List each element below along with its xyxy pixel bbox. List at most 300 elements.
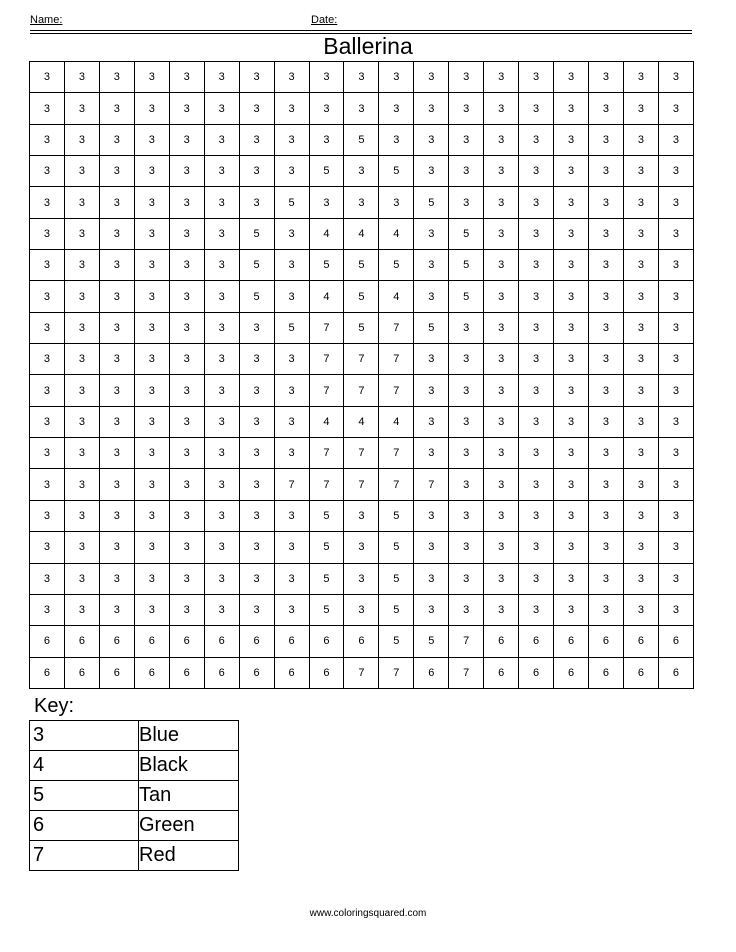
grid-cell: 3 — [134, 344, 169, 375]
grid-cell: 3 — [484, 406, 519, 437]
grid-cell: 5 — [309, 500, 344, 531]
key-number: 4 — [30, 751, 139, 781]
grid-cell: 3 — [30, 344, 65, 375]
date-label: Date: — [311, 14, 338, 26]
grid-cell: 3 — [379, 124, 414, 155]
grid-cell: 6 — [344, 626, 379, 657]
grid-row — [30, 500, 694, 531]
grid-cell: 3 — [623, 62, 658, 93]
grid-cell: 3 — [134, 93, 169, 124]
grid-cell: 3 — [554, 187, 589, 218]
grid-cell: 7 — [309, 312, 344, 343]
grid-cell: 3 — [64, 406, 99, 437]
grid-cell: 3 — [519, 469, 554, 500]
grid-cell: 3 — [64, 156, 99, 187]
grid-cell: 3 — [589, 187, 624, 218]
grid-cell: 3 — [414, 156, 449, 187]
grid-cell: 3 — [169, 312, 204, 343]
grid-cell: 3 — [484, 218, 519, 249]
grid-cell: 3 — [589, 438, 624, 469]
grid-cell: 3 — [134, 594, 169, 625]
grid-cell: 5 — [344, 281, 379, 312]
grid-cell: 7 — [309, 469, 344, 500]
grid-cell: 3 — [554, 500, 589, 531]
grid-cell: 6 — [519, 657, 554, 688]
grid-cell: 3 — [519, 532, 554, 563]
grid-cell: 5 — [239, 281, 274, 312]
grid-cell: 3 — [30, 187, 65, 218]
grid-cell: 3 — [449, 62, 484, 93]
grid-cell: 3 — [414, 218, 449, 249]
grid-cell: 3 — [589, 406, 624, 437]
name-label: Name: — [30, 14, 63, 26]
grid-cell: 3 — [30, 281, 65, 312]
grid-cell: 3 — [623, 250, 658, 281]
grid-cell: 4 — [379, 406, 414, 437]
grid-cell: 3 — [414, 438, 449, 469]
grid-cell: 3 — [64, 438, 99, 469]
grid-row — [30, 62, 694, 93]
grid-cell: 3 — [64, 124, 99, 155]
grid-cell: 4 — [309, 406, 344, 437]
grid-cell: 3 — [30, 218, 65, 249]
grid-cell: 3 — [99, 187, 134, 218]
grid-cell: 3 — [589, 93, 624, 124]
grid-cell: 3 — [169, 281, 204, 312]
grid-row — [30, 626, 694, 657]
grid-cell: 5 — [449, 218, 484, 249]
grid-cell: 3 — [134, 532, 169, 563]
grid-cell: 3 — [204, 406, 239, 437]
grid-cell: 3 — [309, 124, 344, 155]
grid-cell: 3 — [30, 594, 65, 625]
grid-cell: 3 — [204, 469, 239, 500]
grid-cell: 3 — [484, 594, 519, 625]
grid-cell: 3 — [239, 438, 274, 469]
grid-cell: 6 — [274, 626, 309, 657]
grid-cell: 3 — [658, 312, 693, 343]
grid-cell: 6 — [519, 626, 554, 657]
grid-cell: 3 — [134, 563, 169, 594]
grid-cell: 3 — [30, 156, 65, 187]
grid-cell: 3 — [519, 250, 554, 281]
grid-cell: 3 — [484, 124, 519, 155]
grid-cell: 3 — [414, 532, 449, 563]
grid-cell: 3 — [449, 93, 484, 124]
grid-cell: 3 — [484, 62, 519, 93]
grid-cell: 6 — [658, 626, 693, 657]
grid-cell: 3 — [169, 469, 204, 500]
grid-cell: 6 — [589, 657, 624, 688]
header-rule-top — [30, 30, 692, 31]
grid-cell: 6 — [309, 657, 344, 688]
grid-row — [30, 124, 694, 155]
grid-cell: 5 — [274, 312, 309, 343]
grid-cell: 3 — [344, 563, 379, 594]
grid-cell: 3 — [519, 406, 554, 437]
grid-cell: 3 — [519, 124, 554, 155]
grid-cell: 3 — [134, 250, 169, 281]
grid-row — [30, 375, 694, 406]
grid-cell: 3 — [309, 62, 344, 93]
grid-cell: 3 — [169, 344, 204, 375]
grid-cell: 3 — [64, 187, 99, 218]
grid-cell: 3 — [239, 312, 274, 343]
grid-cell: 3 — [169, 156, 204, 187]
grid-cell: 6 — [484, 657, 519, 688]
grid-row — [30, 594, 694, 625]
grid-cell: 3 — [449, 532, 484, 563]
grid-cell: 3 — [99, 312, 134, 343]
grid-cell: 6 — [30, 657, 65, 688]
grid-cell: 3 — [484, 250, 519, 281]
header — [30, 12, 692, 30]
grid-cell: 3 — [658, 594, 693, 625]
color-by-number-grid — [29, 61, 694, 689]
grid-cell: 3 — [344, 187, 379, 218]
grid-cell: 3 — [30, 532, 65, 563]
grid-cell: 3 — [134, 375, 169, 406]
key-row — [30, 751, 239, 781]
grid-cell: 3 — [449, 156, 484, 187]
grid-cell: 3 — [519, 563, 554, 594]
grid-cell: 3 — [99, 500, 134, 531]
grid-cell: 3 — [169, 218, 204, 249]
grid-cell: 3 — [274, 563, 309, 594]
grid-cell: 3 — [519, 156, 554, 187]
grid-cell: 5 — [379, 156, 414, 187]
grid-cell: 3 — [204, 594, 239, 625]
grid-row — [30, 250, 694, 281]
grid-cell: 7 — [449, 657, 484, 688]
grid-cell: 6 — [64, 657, 99, 688]
grid-cell: 7 — [414, 469, 449, 500]
grid-cell: 3 — [484, 312, 519, 343]
grid-cell: 3 — [658, 500, 693, 531]
grid-cell: 3 — [99, 250, 134, 281]
grid-cell: 3 — [414, 563, 449, 594]
grid-cell: 5 — [449, 281, 484, 312]
grid-cell: 3 — [623, 375, 658, 406]
grid-cell: 3 — [414, 375, 449, 406]
grid-cell: 3 — [484, 375, 519, 406]
grid-cell: 3 — [99, 406, 134, 437]
grid-cell: 3 — [99, 563, 134, 594]
grid-cell: 5 — [344, 312, 379, 343]
grid-cell: 3 — [274, 438, 309, 469]
grid-cell: 3 — [623, 500, 658, 531]
grid-cell: 3 — [623, 156, 658, 187]
grid-cell: 5 — [414, 626, 449, 657]
grid-cell: 6 — [554, 657, 589, 688]
key-row — [30, 721, 239, 751]
grid-cell: 3 — [64, 375, 99, 406]
grid-cell: 3 — [589, 124, 624, 155]
key-color-name: Red — [139, 841, 239, 871]
grid-cell: 3 — [99, 156, 134, 187]
grid-cell: 3 — [169, 250, 204, 281]
grid-cell: 3 — [274, 124, 309, 155]
grid-cell: 3 — [414, 124, 449, 155]
grid-cell: 3 — [274, 156, 309, 187]
grid-cell: 3 — [554, 438, 589, 469]
grid-cell: 4 — [379, 281, 414, 312]
grid-cell: 3 — [64, 281, 99, 312]
grid-cell: 3 — [484, 438, 519, 469]
grid-cell: 3 — [274, 500, 309, 531]
grid-row — [30, 438, 694, 469]
grid-cell: 3 — [449, 500, 484, 531]
grid-cell: 6 — [169, 657, 204, 688]
grid-cell: 3 — [134, 156, 169, 187]
grid-cell: 3 — [623, 594, 658, 625]
grid-cell: 3 — [554, 93, 589, 124]
grid-cell: 3 — [414, 62, 449, 93]
grid-cell: 3 — [204, 62, 239, 93]
grid-cell: 3 — [204, 312, 239, 343]
grid-row — [30, 218, 694, 249]
grid-cell: 3 — [204, 563, 239, 594]
grid-cell: 5 — [379, 563, 414, 594]
grid-cell: 3 — [519, 594, 554, 625]
grid-cell: 3 — [484, 93, 519, 124]
grid-row — [30, 563, 694, 594]
grid-cell: 6 — [309, 626, 344, 657]
grid-cell: 3 — [239, 187, 274, 218]
grid-cell: 3 — [169, 594, 204, 625]
grid-cell: 3 — [30, 438, 65, 469]
grid-cell: 3 — [623, 124, 658, 155]
grid-cell: 3 — [414, 344, 449, 375]
grid-cell: 6 — [204, 657, 239, 688]
grid-cell: 3 — [30, 406, 65, 437]
grid-cell: 3 — [344, 594, 379, 625]
grid-cell: 3 — [658, 532, 693, 563]
grid-cell: 3 — [99, 281, 134, 312]
grid-cell: 6 — [134, 657, 169, 688]
grid-cell: 3 — [239, 375, 274, 406]
grid-cell: 3 — [64, 469, 99, 500]
grid-cell: 3 — [449, 312, 484, 343]
grid-cell: 3 — [449, 375, 484, 406]
grid-cell: 3 — [274, 406, 309, 437]
grid-cell: 5 — [309, 594, 344, 625]
grid-cell: 5 — [379, 594, 414, 625]
grid-row — [30, 93, 694, 124]
grid-cell: 3 — [169, 124, 204, 155]
grid-cell: 3 — [658, 438, 693, 469]
grid-row — [30, 156, 694, 187]
key-row — [30, 811, 239, 841]
grid-cell: 6 — [658, 657, 693, 688]
grid-cell: 3 — [239, 406, 274, 437]
grid-cell: 4 — [309, 218, 344, 249]
grid-cell: 3 — [589, 218, 624, 249]
grid-cell: 3 — [658, 250, 693, 281]
grid-cell: 3 — [623, 563, 658, 594]
grid-cell: 3 — [134, 62, 169, 93]
grid-cell: 5 — [274, 187, 309, 218]
color-key-table — [29, 720, 239, 871]
grid-cell: 3 — [204, 281, 239, 312]
grid-cell: 3 — [134, 218, 169, 249]
grid-cell: 7 — [309, 438, 344, 469]
grid-cell: 3 — [169, 93, 204, 124]
grid-cell: 4 — [344, 406, 379, 437]
grid-cell: 3 — [554, 62, 589, 93]
grid-cell: 3 — [623, 406, 658, 437]
grid-cell: 3 — [449, 438, 484, 469]
grid-cell: 7 — [274, 469, 309, 500]
grid-cell: 3 — [64, 62, 99, 93]
grid-cell: 3 — [344, 156, 379, 187]
grid-cell: 3 — [64, 532, 99, 563]
grid-cell: 6 — [414, 657, 449, 688]
grid-cell: 6 — [99, 657, 134, 688]
grid-cell: 6 — [623, 626, 658, 657]
grid-cell: 7 — [344, 438, 379, 469]
grid-cell: 3 — [64, 500, 99, 531]
grid-cell: 5 — [379, 532, 414, 563]
grid-cell: 6 — [204, 626, 239, 657]
grid-cell: 3 — [414, 406, 449, 437]
grid-cell: 6 — [99, 626, 134, 657]
grid-cell: 3 — [30, 312, 65, 343]
grid-cell: 6 — [484, 626, 519, 657]
grid-cell: 7 — [309, 375, 344, 406]
grid-cell: 5 — [379, 250, 414, 281]
grid-cell: 3 — [414, 500, 449, 531]
grid-cell: 3 — [449, 124, 484, 155]
grid-cell: 3 — [239, 156, 274, 187]
key-row — [30, 781, 239, 811]
grid-cell: 3 — [519, 438, 554, 469]
grid-cell: 3 — [134, 312, 169, 343]
grid-row — [30, 281, 694, 312]
grid-cell: 3 — [554, 532, 589, 563]
grid-cell: 7 — [344, 657, 379, 688]
grid-cell: 3 — [169, 532, 204, 563]
grid-cell: 3 — [204, 500, 239, 531]
grid-cell: 3 — [30, 500, 65, 531]
grid-cell: 3 — [239, 469, 274, 500]
grid-cell: 3 — [554, 594, 589, 625]
grid-cell: 3 — [204, 93, 239, 124]
grid-cell: 3 — [623, 344, 658, 375]
key-color-name: Tan — [139, 781, 239, 811]
key-row — [30, 841, 239, 871]
grid-cell: 3 — [414, 594, 449, 625]
grid-cell: 3 — [658, 124, 693, 155]
grid-cell: 6 — [589, 626, 624, 657]
grid-cell: 3 — [64, 594, 99, 625]
grid-cell: 6 — [239, 626, 274, 657]
grid-cell: 3 — [658, 93, 693, 124]
grid-cell: 5 — [414, 187, 449, 218]
grid-cell: 5 — [449, 250, 484, 281]
grid-cell: 3 — [344, 532, 379, 563]
grid-cell: 7 — [379, 312, 414, 343]
grid-cell: 3 — [169, 563, 204, 594]
grid-cell: 3 — [204, 532, 239, 563]
grid-cell: 3 — [379, 187, 414, 218]
grid-cell: 7 — [379, 375, 414, 406]
grid-row — [30, 532, 694, 563]
grid-cell: 3 — [169, 62, 204, 93]
grid-cell: 3 — [589, 469, 624, 500]
grid-cell: 3 — [554, 312, 589, 343]
grid-cell: 3 — [519, 281, 554, 312]
grid-cell: 3 — [30, 124, 65, 155]
grid-cell: 3 — [554, 563, 589, 594]
grid-cell: 3 — [30, 62, 65, 93]
grid-cell: 3 — [589, 344, 624, 375]
grid-cell: 3 — [658, 375, 693, 406]
grid-cell: 3 — [239, 124, 274, 155]
grid-cell: 3 — [589, 375, 624, 406]
grid-cell: 3 — [658, 218, 693, 249]
key-number: 7 — [30, 841, 139, 871]
grid-cell: 4 — [344, 218, 379, 249]
grid-cell: 3 — [274, 218, 309, 249]
grid-cell: 6 — [239, 657, 274, 688]
grid-cell: 3 — [589, 532, 624, 563]
grid-cell: 3 — [239, 532, 274, 563]
grid-cell: 3 — [623, 93, 658, 124]
grid-cell: 3 — [658, 281, 693, 312]
grid-cell: 3 — [519, 312, 554, 343]
grid-cell: 3 — [30, 250, 65, 281]
grid-cell: 3 — [484, 344, 519, 375]
grid-cell: 3 — [414, 93, 449, 124]
grid-cell: 5 — [414, 312, 449, 343]
grid-cell: 3 — [169, 438, 204, 469]
grid-cell: 3 — [658, 469, 693, 500]
grid-cell: 3 — [519, 93, 554, 124]
grid-cell: 3 — [134, 500, 169, 531]
grid-cell: 3 — [623, 469, 658, 500]
grid-cell: 3 — [658, 62, 693, 93]
grid-cell: 3 — [554, 250, 589, 281]
grid-cell: 6 — [30, 626, 65, 657]
grid-cell: 7 — [379, 657, 414, 688]
grid-cell: 5 — [309, 156, 344, 187]
grid-cell: 3 — [519, 500, 554, 531]
grid-cell: 5 — [344, 124, 379, 155]
grid-cell: 3 — [64, 218, 99, 249]
grid-cell: 3 — [589, 156, 624, 187]
grid-cell: 3 — [554, 156, 589, 187]
grid-cell: 3 — [589, 312, 624, 343]
grid-cell: 6 — [554, 626, 589, 657]
grid-row — [30, 406, 694, 437]
grid-cell: 3 — [64, 312, 99, 343]
grid-cell: 3 — [64, 250, 99, 281]
grid-cell: 3 — [274, 93, 309, 124]
grid-row — [30, 657, 694, 688]
grid-cell: 3 — [99, 469, 134, 500]
grid-cell: 5 — [309, 250, 344, 281]
grid-cell: 3 — [658, 344, 693, 375]
grid-cell: 3 — [169, 375, 204, 406]
grid-cell: 3 — [658, 187, 693, 218]
grid-row — [30, 312, 694, 343]
grid-cell: 6 — [134, 626, 169, 657]
grid-cell: 3 — [554, 281, 589, 312]
grid-cell: 7 — [344, 375, 379, 406]
grid-cell: 3 — [484, 281, 519, 312]
grid-cell: 3 — [554, 406, 589, 437]
